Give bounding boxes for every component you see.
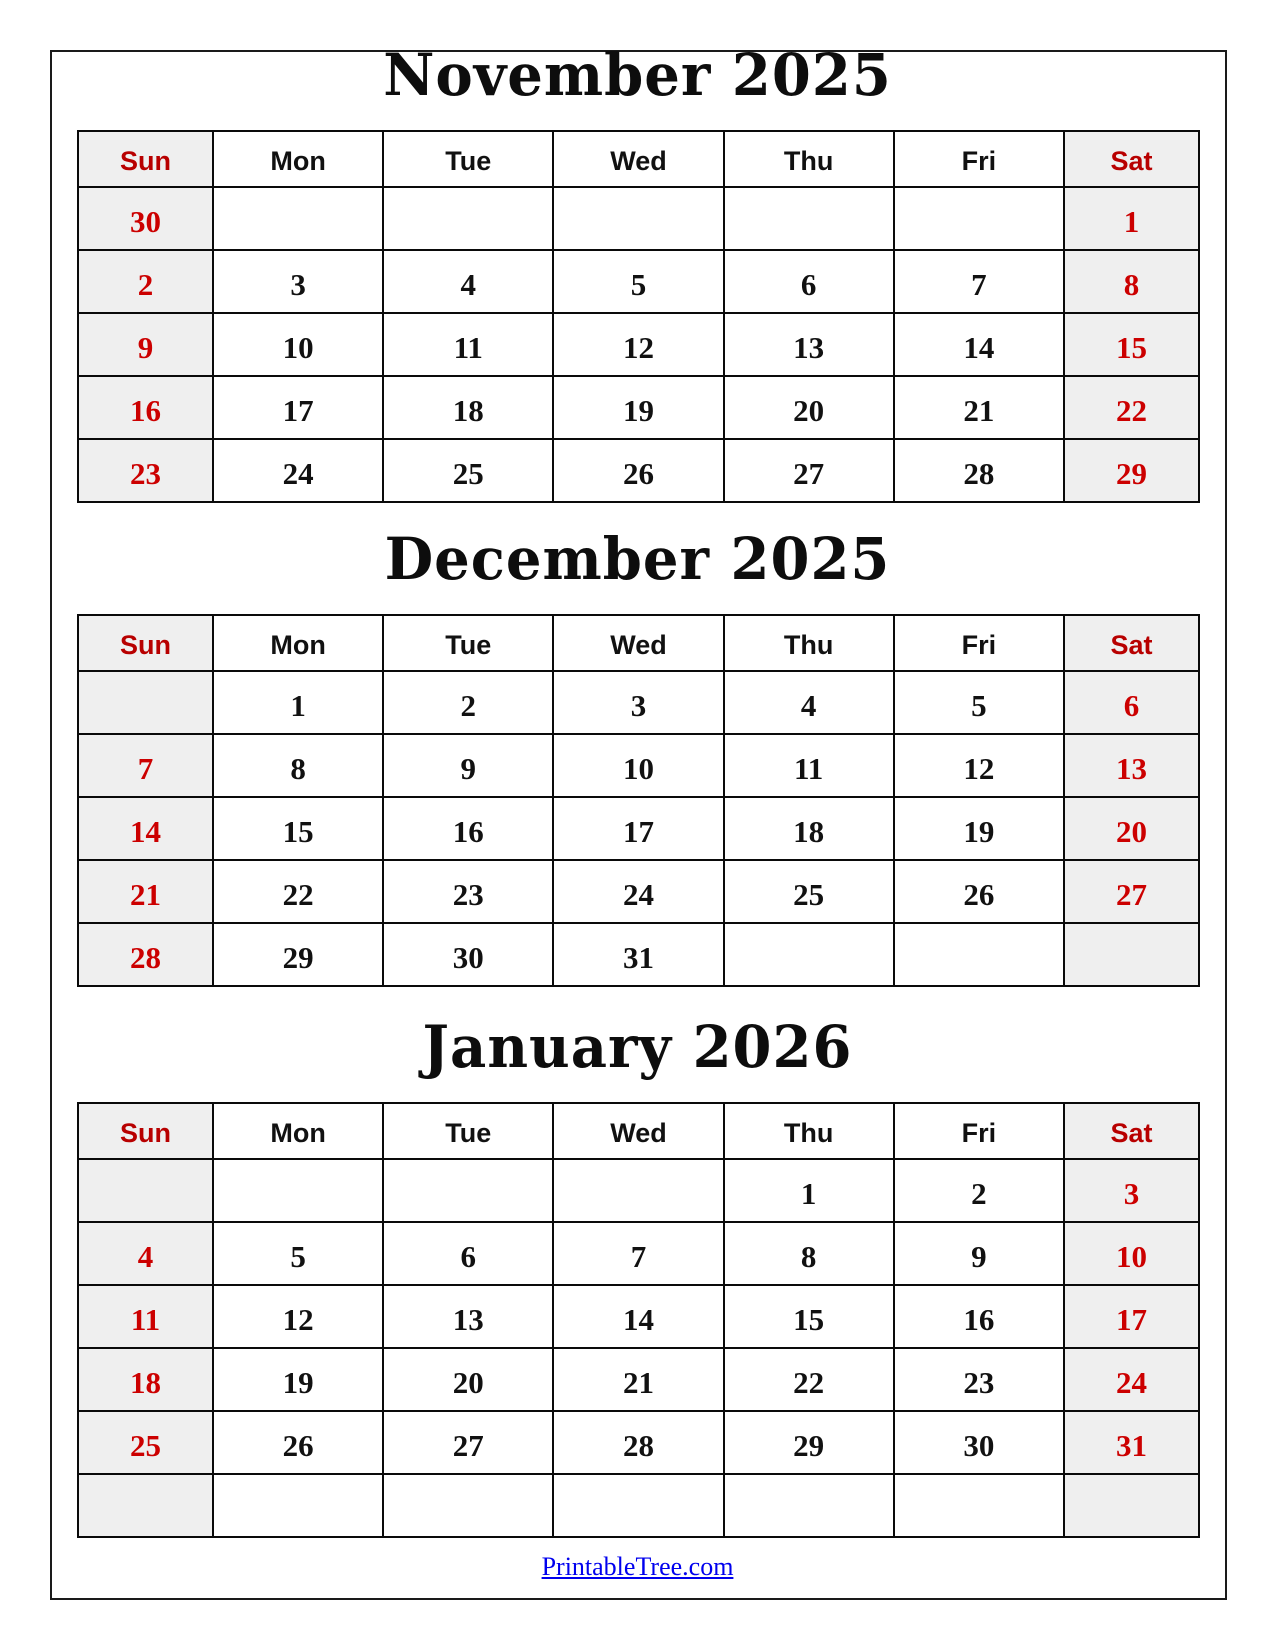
day-header-fri: Fri xyxy=(894,131,1064,187)
day-header-thu: Thu xyxy=(724,615,894,671)
date-cell: 13 xyxy=(383,1285,553,1348)
date-cell xyxy=(213,1159,383,1222)
date-cell: 16 xyxy=(78,376,213,439)
week-row xyxy=(78,1411,1199,1474)
date-cell xyxy=(1064,923,1199,986)
date-cell: 1 xyxy=(213,671,383,734)
date-cell xyxy=(894,923,1064,986)
date-cell: 5 xyxy=(213,1222,383,1285)
date-cell: 7 xyxy=(894,250,1064,313)
date-cell xyxy=(1064,1474,1199,1537)
day-header-fri: Fri xyxy=(894,1103,1064,1159)
week-row xyxy=(78,1159,1199,1222)
week-row xyxy=(78,1474,1199,1537)
week-row xyxy=(78,923,1199,986)
date-cell: 6 xyxy=(383,1222,553,1285)
date-cell: 19 xyxy=(894,797,1064,860)
day-header-mon: Mon xyxy=(213,1103,383,1159)
date-cell xyxy=(213,187,383,250)
date-cell: 14 xyxy=(894,313,1064,376)
date-cell: 25 xyxy=(724,860,894,923)
date-cell: 23 xyxy=(78,439,213,502)
week-row xyxy=(78,860,1199,923)
date-cell: 10 xyxy=(553,734,723,797)
month-title: December 2025 xyxy=(384,524,891,594)
date-cell: 27 xyxy=(1064,860,1199,923)
week-row xyxy=(78,313,1199,376)
date-cell: 5 xyxy=(553,250,723,313)
day-header-wed: Wed xyxy=(553,615,723,671)
date-cell: 21 xyxy=(553,1348,723,1411)
date-cell: 16 xyxy=(383,797,553,860)
date-cell xyxy=(553,1159,723,1222)
day-header-wed: Wed xyxy=(553,1103,723,1159)
date-cell: 9 xyxy=(78,313,213,376)
date-cell: 25 xyxy=(383,439,553,502)
week-row xyxy=(78,1222,1199,1285)
date-cell xyxy=(78,671,213,734)
calendar-table xyxy=(77,614,1200,987)
date-cell: 15 xyxy=(213,797,383,860)
date-cell: 4 xyxy=(78,1222,213,1285)
date-cell: 14 xyxy=(78,797,213,860)
date-cell: 8 xyxy=(213,734,383,797)
week-row xyxy=(78,734,1199,797)
week-row xyxy=(78,376,1199,439)
day-header-sat: Sat xyxy=(1064,615,1199,671)
date-cell: 18 xyxy=(383,376,553,439)
date-cell: 29 xyxy=(1064,439,1199,502)
date-cell: 7 xyxy=(553,1222,723,1285)
date-cell: 20 xyxy=(1064,797,1199,860)
date-cell: 3 xyxy=(553,671,723,734)
date-cell: 31 xyxy=(553,923,723,986)
date-cell: 15 xyxy=(724,1285,894,1348)
date-cell: 29 xyxy=(724,1411,894,1474)
date-cell: 12 xyxy=(553,313,723,376)
date-cell: 1 xyxy=(1064,187,1199,250)
date-cell: 20 xyxy=(383,1348,553,1411)
date-cell: 3 xyxy=(1064,1159,1199,1222)
day-header-fri: Fri xyxy=(894,615,1064,671)
day-header-row xyxy=(78,1103,1199,1159)
date-cell: 11 xyxy=(383,313,553,376)
date-cell xyxy=(383,187,553,250)
date-cell: 9 xyxy=(894,1222,1064,1285)
week-row xyxy=(78,797,1199,860)
date-cell: 21 xyxy=(78,860,213,923)
date-cell: 12 xyxy=(213,1285,383,1348)
week-row xyxy=(78,1285,1199,1348)
date-cell xyxy=(383,1159,553,1222)
month-title: November 2025 xyxy=(383,40,892,110)
date-cell: 28 xyxy=(78,923,213,986)
date-cell: 2 xyxy=(894,1159,1064,1222)
date-cell: 7 xyxy=(78,734,213,797)
date-cell xyxy=(213,1474,383,1537)
day-header-thu: Thu xyxy=(724,1103,894,1159)
date-cell: 12 xyxy=(894,734,1064,797)
day-header-row xyxy=(78,131,1199,187)
date-cell: 22 xyxy=(724,1348,894,1411)
date-cell: 11 xyxy=(724,734,894,797)
date-cell: 16 xyxy=(894,1285,1064,1348)
month-title: January 2026 xyxy=(422,1012,853,1082)
date-cell: 2 xyxy=(78,250,213,313)
date-cell: 4 xyxy=(383,250,553,313)
day-header-sat: Sat xyxy=(1064,131,1199,187)
date-cell: 27 xyxy=(724,439,894,502)
date-cell: 19 xyxy=(213,1348,383,1411)
date-cell: 21 xyxy=(894,376,1064,439)
date-cell xyxy=(894,1474,1064,1537)
date-cell: 30 xyxy=(894,1411,1064,1474)
day-header-sun: Sun xyxy=(78,615,213,671)
day-header-tue: Tue xyxy=(383,1103,553,1159)
date-cell xyxy=(724,923,894,986)
date-cell: 26 xyxy=(213,1411,383,1474)
date-cell: 17 xyxy=(553,797,723,860)
date-cell: 23 xyxy=(383,860,553,923)
date-cell: 1 xyxy=(724,1159,894,1222)
date-cell xyxy=(553,187,723,250)
footer-link[interactable]: PrintableTree.com xyxy=(541,1552,734,1581)
date-cell: 30 xyxy=(383,923,553,986)
date-cell: 15 xyxy=(1064,313,1199,376)
date-cell: 19 xyxy=(553,376,723,439)
date-cell: 8 xyxy=(1064,250,1199,313)
day-header-sun: Sun xyxy=(78,131,213,187)
date-cell: 10 xyxy=(1064,1222,1199,1285)
date-cell: 3 xyxy=(213,250,383,313)
date-cell xyxy=(724,1474,894,1537)
date-cell: 5 xyxy=(894,671,1064,734)
date-cell xyxy=(724,187,894,250)
day-header-mon: Mon xyxy=(213,131,383,187)
day-header-tue: Tue xyxy=(383,131,553,187)
date-cell: 18 xyxy=(724,797,894,860)
date-cell: 27 xyxy=(383,1411,553,1474)
date-cell: 2 xyxy=(383,671,553,734)
week-row xyxy=(78,250,1199,313)
day-header-row xyxy=(78,615,1199,671)
footer xyxy=(0,1552,1275,1582)
date-cell: 10 xyxy=(213,313,383,376)
day-header-wed: Wed xyxy=(553,131,723,187)
date-cell: 24 xyxy=(553,860,723,923)
date-cell: 6 xyxy=(724,250,894,313)
week-row xyxy=(78,1348,1199,1411)
date-cell: 20 xyxy=(724,376,894,439)
date-cell: 14 xyxy=(553,1285,723,1348)
calendar-table xyxy=(77,130,1200,503)
date-cell: 31 xyxy=(1064,1411,1199,1474)
date-cell: 11 xyxy=(78,1285,213,1348)
week-row xyxy=(78,439,1199,502)
day-header-sat: Sat xyxy=(1064,1103,1199,1159)
date-cell: 30 xyxy=(78,187,213,250)
date-cell: 17 xyxy=(1064,1285,1199,1348)
date-cell xyxy=(78,1474,213,1537)
day-header-mon: Mon xyxy=(213,615,383,671)
week-row xyxy=(78,187,1199,250)
date-cell xyxy=(553,1474,723,1537)
date-cell: 4 xyxy=(724,671,894,734)
week-row xyxy=(78,671,1199,734)
date-cell: 22 xyxy=(1064,376,1199,439)
date-cell: 9 xyxy=(383,734,553,797)
day-header-sun: Sun xyxy=(78,1103,213,1159)
date-cell: 8 xyxy=(724,1222,894,1285)
date-cell: 24 xyxy=(213,439,383,502)
date-cell xyxy=(78,1159,213,1222)
date-cell: 25 xyxy=(78,1411,213,1474)
day-header-tue: Tue xyxy=(383,615,553,671)
date-cell: 26 xyxy=(553,439,723,502)
date-cell: 13 xyxy=(1064,734,1199,797)
date-cell: 18 xyxy=(78,1348,213,1411)
date-cell xyxy=(383,1474,553,1537)
date-cell: 28 xyxy=(553,1411,723,1474)
date-cell: 6 xyxy=(1064,671,1199,734)
date-cell: 28 xyxy=(894,439,1064,502)
date-cell: 29 xyxy=(213,923,383,986)
date-cell: 22 xyxy=(213,860,383,923)
date-cell: 17 xyxy=(213,376,383,439)
calendar-table xyxy=(77,1102,1200,1538)
date-cell: 24 xyxy=(1064,1348,1199,1411)
day-header-thu: Thu xyxy=(724,131,894,187)
date-cell: 23 xyxy=(894,1348,1064,1411)
date-cell: 13 xyxy=(724,313,894,376)
date-cell: 26 xyxy=(894,860,1064,923)
date-cell xyxy=(894,187,1064,250)
